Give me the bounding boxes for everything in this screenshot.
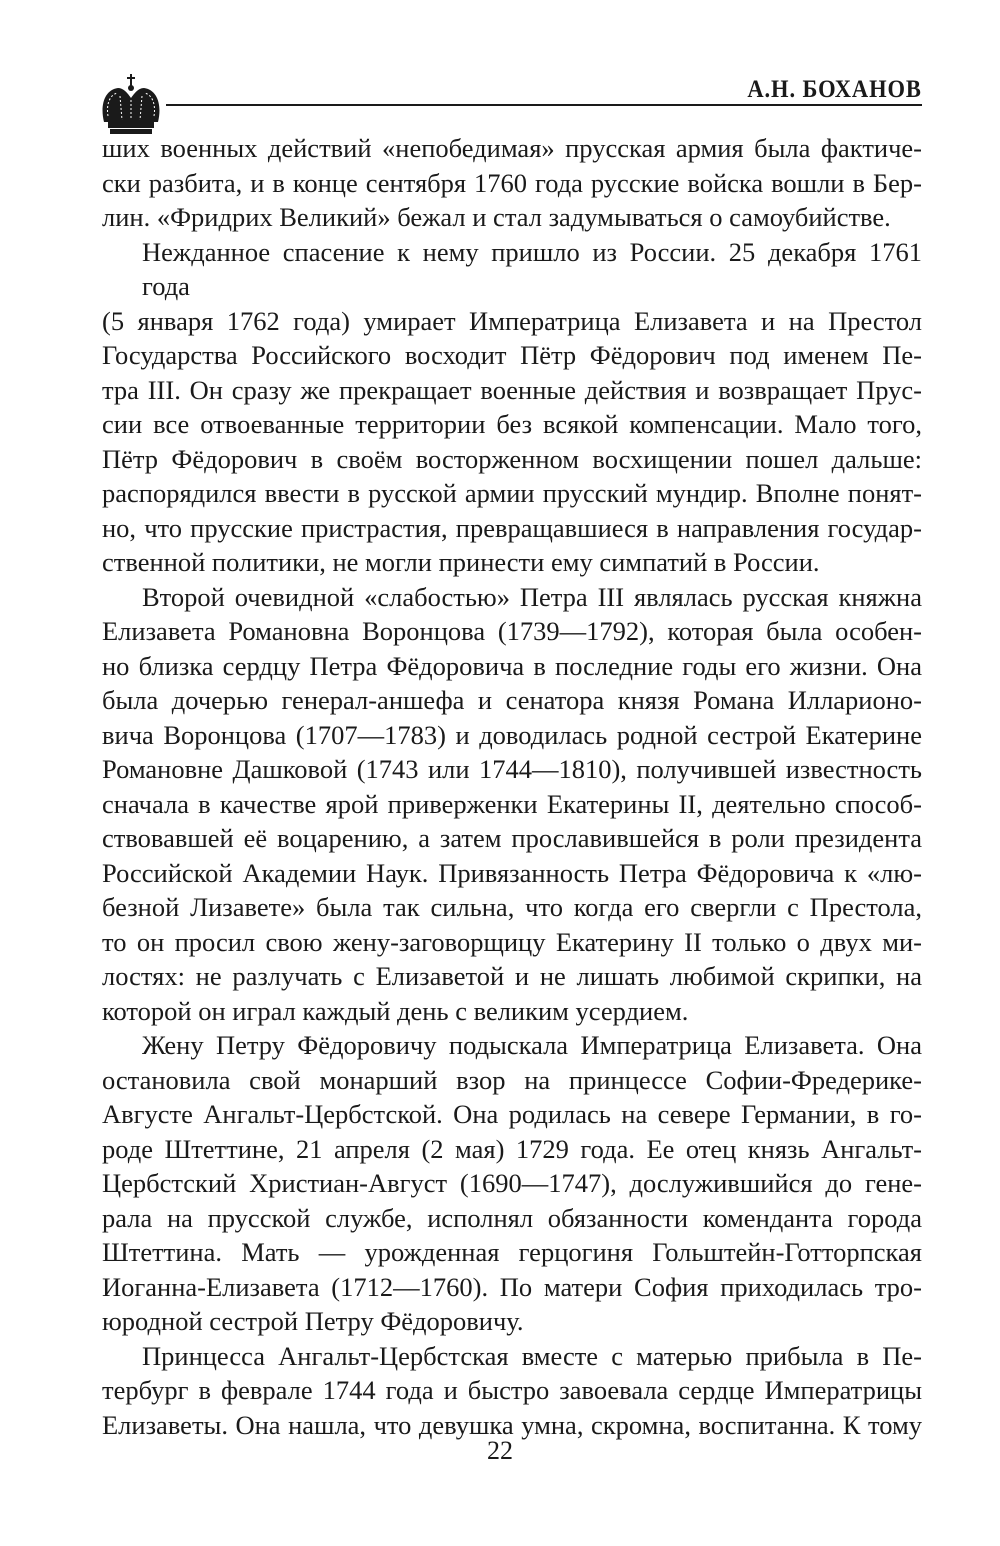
text-line: то он просил свою жену-заговорщицу Екатерину II только о двух ми- <box>102 926 922 957</box>
text-line: ствовавшей её воцарению, а затем прославившейся в роли президента <box>102 823 922 853</box>
crown-icon <box>100 72 162 138</box>
text-line: тра III. Он сразу же прекращает военные действия и возвращает Прус- <box>102 374 922 405</box>
text-line: Августе Ангальт-Цербстской. Она родилась на севере Германии, в го- <box>102 1099 922 1129</box>
text-line: Штеттина. Мать — урожденная герцогиня Гольштейн-Готторпская <box>102 1237 922 1267</box>
text-line: роде Штеттине, 21 апреля (2 мая) 1729 года. Ее отец князь Ангальт- <box>102 1133 922 1164</box>
text-line: Иоганна-Елизавета (1712—1760). По матери София приходилась тро- <box>102 1271 922 1302</box>
text-line: ственной политики, не могли принести ему симпатий в России. <box>102 547 820 577</box>
text-line: (5 января 1762 года) умирает Императрица Елизавета и на Престол <box>102 305 922 336</box>
text-line: Государства Российского восходит Пётр Фёдорович под именем Пе- <box>102 340 922 370</box>
paragraph <box>102 1339 922 1443</box>
text-line: лин. «Фридрих Великий» бежал и стал задумываться о самоубийстве. <box>102 202 891 232</box>
paragraph <box>102 1028 922 1339</box>
text-line: лостях: не разлучать с Елизаветой и не лишать любимой скрипки, на <box>102 961 922 991</box>
page-number: 22 <box>487 1436 513 1465</box>
text-line: сначала в качестве ярой приверженки Екатерины II, деятельно способ- <box>102 788 922 819</box>
text-line: сии все отвоеванные территории без всякой компенсации. Мало того, <box>102 409 922 439</box>
text-line: Российской Академии Наук. Привязанность Петра Фёдоровича к «лю- <box>102 857 922 888</box>
paragraph <box>102 131 922 235</box>
text-line: Второй очевидной «слабостью» Петра III являлась русская княжна <box>142 581 922 612</box>
text-line: Цербстский Христиан-Август (1690—1747), дослужившийся до гене- <box>102 1168 922 1198</box>
text-line: которой он играл каждый день с великим усердием. <box>102 995 689 1026</box>
text-line: ски разбита, и в конце сентября 1760 года русские войска вошли в Бер- <box>102 167 922 198</box>
text-line: была дочерью генерал-аншефа и сенатора князя Романа Илларионо- <box>102 685 922 715</box>
text-line: Жену Петру Фёдоровичу подыскала Императрица Елизавета. Она <box>142 1030 922 1060</box>
paragraph <box>102 235 922 580</box>
body-text <box>102 131 922 1442</box>
paragraph <box>102 580 922 1029</box>
text-line: Принцесса Ангальт-Цербстская вместе с матерью прибыла в Пе- <box>142 1340 922 1371</box>
text-line: тербург в феврале 1744 года и быстро завоевала сердце Императрицы <box>102 1375 922 1405</box>
text-line: Елизавета Романовна Воронцова (1739—1792), которая была особен- <box>102 616 922 646</box>
header-rule <box>166 104 922 106</box>
text-line: но близка сердцу Петра Фёдоровича в последние годы его жизни. Она <box>102 650 922 681</box>
text-line: юродной сестрой Петру Фёдоровичу. <box>102 1306 524 1336</box>
text-line: ших военных действий «непобедимая» прусская армия была фактиче- <box>102 133 922 163</box>
running-header-author: А.Н. БОХАНОВ <box>747 76 922 103</box>
text-line: распорядился ввести в русской армии прусский мундир. Вполне понят- <box>102 478 922 508</box>
text-line: вича Воронцова (1707—1783) и доводилась родной сестрой Екатерине <box>102 719 922 750</box>
text-line: Романовне Дашковой (1743 или 1744—1810), получившей известность <box>102 754 922 784</box>
text-line: Пётр Фёдорович в своём восторженном восхищении пошел дальше: <box>102 443 922 474</box>
text-line: но, что прусские пристрастия, превращавшиеся в направления государ- <box>102 512 922 543</box>
text-line: Нежданное спасение к нему пришло из России. 25 декабря 1761 года <box>142 236 922 301</box>
text-line: рала на прусской службе, исполнял обязанности коменданта города <box>102 1202 922 1233</box>
text-line: Елизаветы. Она нашла, что девушка умна, скромна, воспитанна. К тому <box>102 1409 922 1440</box>
text-line: остановила свой монарший взор на принцессе Софии-Фредерике- <box>102 1064 922 1095</box>
text-line: безной Лизавете» была так сильна, что когда его свергли с Престола, <box>102 892 922 922</box>
